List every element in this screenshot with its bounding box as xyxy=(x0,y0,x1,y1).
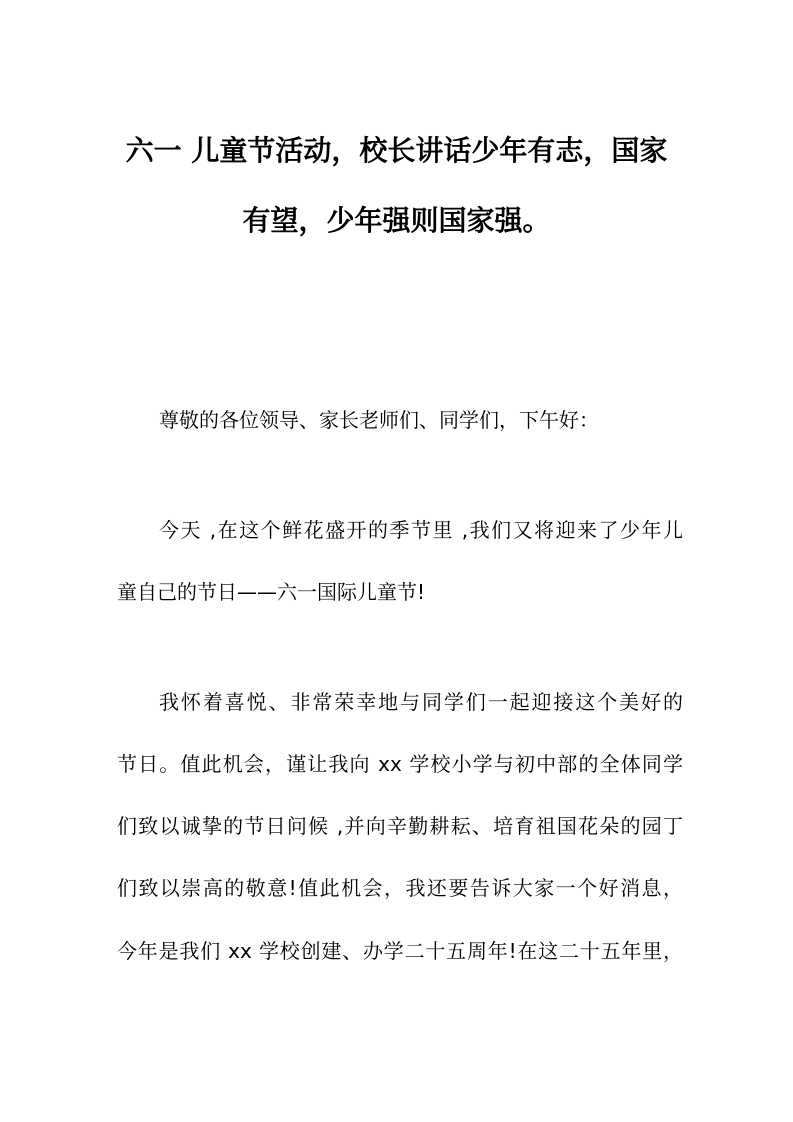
paragraph-3-line-4: 们致以崇高的敬意!值此机会，我还要告诉大家一个好消息， xyxy=(117,876,683,900)
paragraph-3-line-2: 节日。值此机会，谨让我向 xx 学校小学与初中部的全体同学 xyxy=(117,752,683,776)
paragraph-2-line-1: 今天 ,在这个鲜花盛开的季节里 ,我们又将迎来了少年儿 xyxy=(159,518,683,542)
document-title-line-2: 有望，少年强则国家强。 xyxy=(242,204,551,237)
paragraph-3-line-5: 今年是我们 xx 学校创建、办学二十五周年!在这二十五年里， xyxy=(117,939,683,963)
paragraph-3-line-3: 们致以诚挚的节日问候 ,并向辛勤耕耘、培育祖国花朵的园丁 xyxy=(117,814,683,838)
greeting-line: 尊敬的各位领导、家长老师们、同学们，下午好： xyxy=(159,408,599,432)
paragraph-3-line-1: 我怀着喜悦、非常荣幸地与同学们一起迎接这个美好的 xyxy=(159,690,683,714)
document-title-line-1: 六一 儿童节活动，校长讲话少年有志，国家 xyxy=(125,134,668,167)
paragraph-2-line-2: 童自己的节日——六一国际儿童节! xyxy=(117,580,426,604)
